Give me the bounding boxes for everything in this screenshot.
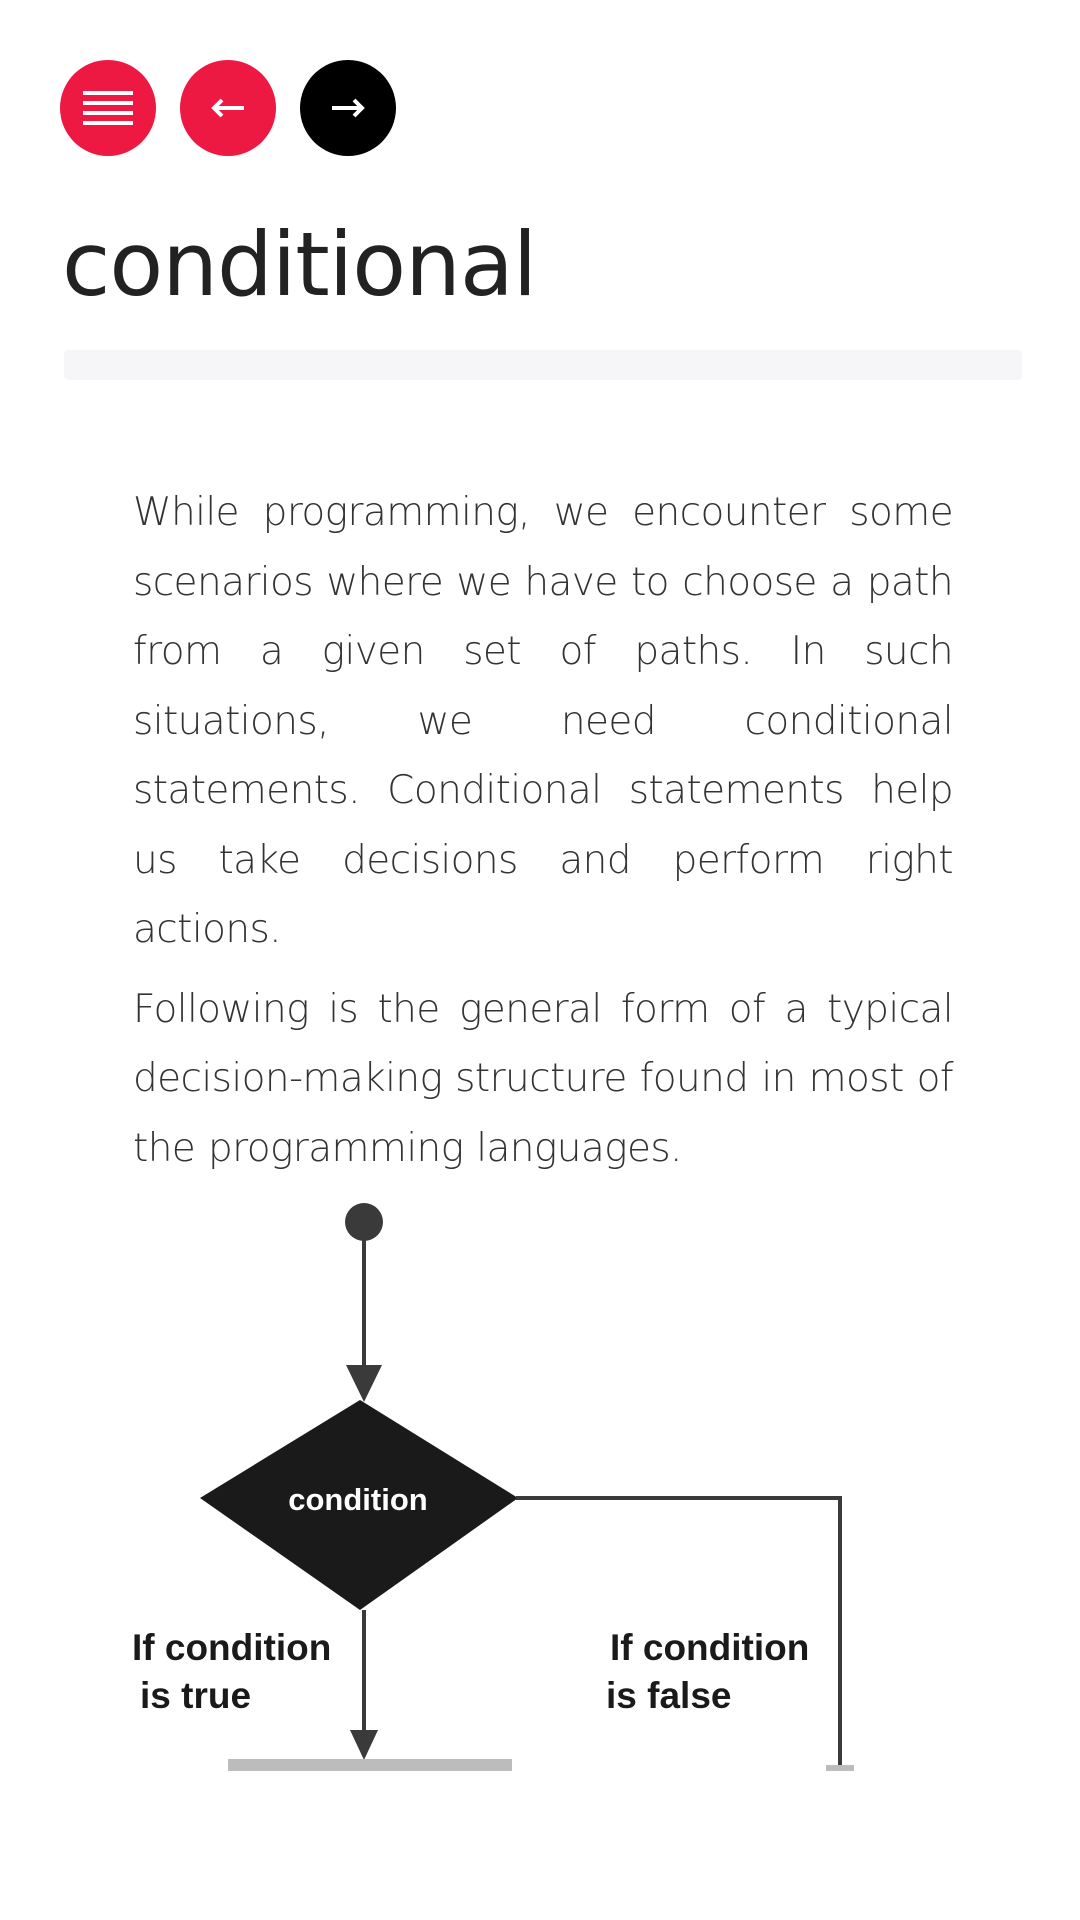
- page-title: conditional: [62, 213, 537, 316]
- top-navigation: [60, 60, 396, 156]
- arrow-left-icon: [211, 98, 245, 118]
- paragraph-structure: Following is the general form of a typical decision-making structure found in most of the programming languages.: [133, 986, 953, 1171]
- flow-true-arrowhead: [350, 1730, 378, 1760]
- false-label-line1: If condition: [610, 1627, 810, 1668]
- title-divider: [64, 350, 1022, 380]
- arrow-right-icon: [331, 98, 365, 118]
- true-label-line2: is true: [140, 1675, 252, 1716]
- false-label-line2: is false: [606, 1675, 732, 1716]
- article-content: [133, 478, 953, 1193]
- back-button[interactable]: [180, 60, 276, 156]
- forward-button[interactable]: [300, 60, 396, 156]
- decision-flowchart: [120, 1190, 880, 1790]
- hamburger-menu-icon: [83, 91, 133, 125]
- true-label-line1: If condition: [132, 1627, 332, 1668]
- flow-arrowhead-to-condition: [346, 1365, 382, 1402]
- condition-label: condition: [288, 1482, 428, 1517]
- menu-button[interactable]: [60, 60, 156, 156]
- paragraph-intro: While programming, we encounter some scenarios where we have to choose a path from a given set of paths. In such situations, we need conditional statements. Conditional statements help us take decisions and perform right actions.: [133, 490, 953, 952]
- flow-start-node: [345, 1203, 383, 1241]
